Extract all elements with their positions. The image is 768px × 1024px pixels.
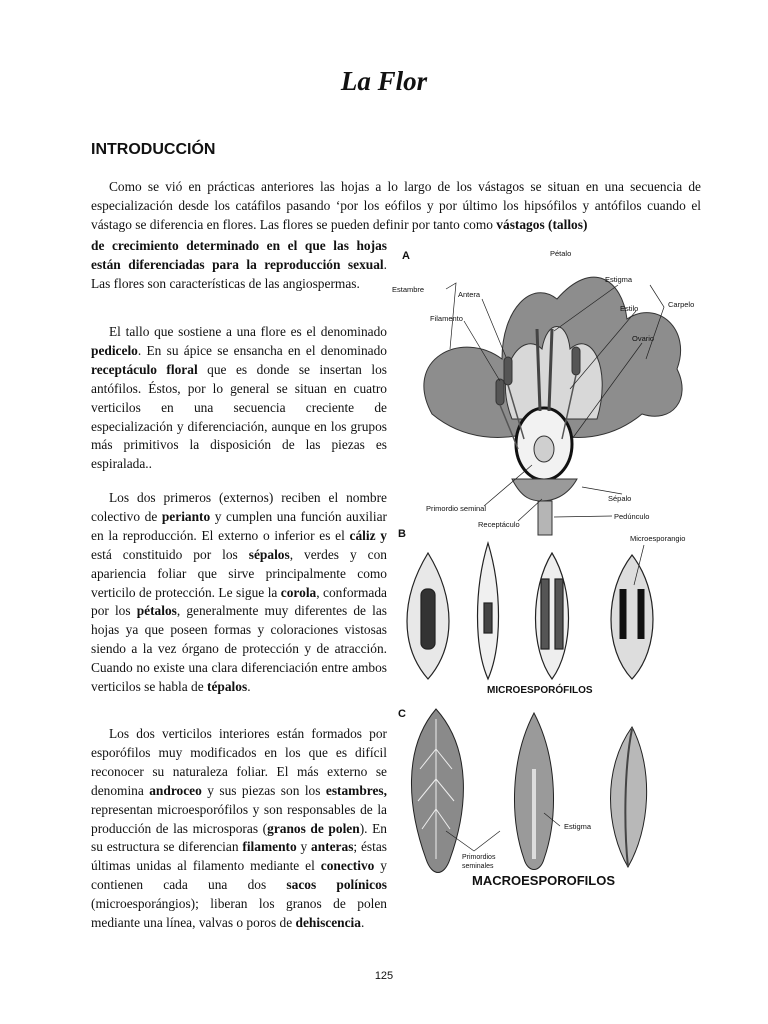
panel-b <box>398 528 685 696</box>
panel-a-letter: A <box>402 250 410 262</box>
label-filamento: Filamento <box>430 314 463 323</box>
panel-b-letter: B <box>398 528 406 540</box>
label-ovario: Ovario <box>632 334 655 343</box>
paragraph-definition: de crecimiento determinado en el que las hojas están diferenciadas para la reproducción sexual. Las flores son características de las angiospermas. <box>91 238 387 291</box>
microsporophyll-drawings <box>407 543 653 679</box>
label-petalo: Pétalo <box>550 249 572 258</box>
label-carpelo: Carpelo <box>668 300 695 309</box>
panel-a <box>392 249 694 535</box>
label-antera: Antera <box>458 290 481 299</box>
label-receptaculo: Receptáculo <box>478 520 520 529</box>
paragraph-perianto: Los dos primeros (externos) reciben el nombre colectivo de perianto y cumplen una función auxiliar en la reproducción. El externo o inferior es el cáliz y está constituido por los sépalos, verdes y con apariencia foliar que sirve principalmente como verticilo de protección. Le sigue la corola, conformada por los pétalos, generalmente muy diferentes de las hojas ya que poseen formas y coloraciones vistosas siendo a la vez órgano de protección y de atracción. Cuando no existe una clara diferenciación entre ambos verticilos se habla de tépalos. <box>91 490 387 695</box>
intro-paragraph: Como se vió en prácticas anteriores las hojas a lo largo de los vástagos se situan en una secuencia de especialización desde los catáfilos pasando ‘por los eófilos y por último los hipsófilos y antófilos cuando el vástago se diferencia en flores. Las flores se pueden definir por tanto como vástagos (tallos) <box>91 179 701 232</box>
page-number: 125 <box>374 970 394 982</box>
label-pedunculo: Pedúnculo <box>614 512 650 521</box>
label-estigma-c: Estigma <box>564 822 592 831</box>
paragraph-androceo: Los dos verticilos interiores están formados por esporófilos muy modificados en los que es difícil reconocer su naturaleza foliar. El más externo se denomina androceo y sus piezas son los estambres, representan microesporófilos y son responsables de la producción de las microsporas (granos de polen). En su estructura se diferencian filamento y anteras; éstas últimas unidas al filamento mediante el conectivo y contienen cada una dos sacos polínicos (microesporángios); liberan los granos de polen mediante una línea, valvas o poros de dehiscencia. <box>91 726 388 931</box>
paragraph-pedicelo: El tallo que sostiene a una flore es el denominado pedicelo. En su ápice se ensancha en el denominado receptáculo floral que es donde se insertan los antófilos. Éstos, por lo general se situan en cuatro verticilos en una secuencia creciente de especialización y diferenciación, aunque en los grupos más primitivos la disposición de las piezas es espiralada.. <box>91 324 387 472</box>
label-sepalo: Sépalo <box>608 494 632 503</box>
macrosporophyll-drawings <box>411 709 646 873</box>
label-estambre: Estambre <box>392 285 425 294</box>
section-heading: INTRODUCCIÓN <box>91 141 216 158</box>
label-estilo: Estilo <box>620 304 639 313</box>
label-primordios-line2: seminales <box>462 863 494 870</box>
caption-macroesporofilos: MACROESPOROFILOS <box>472 873 616 888</box>
caption-microesporofilos: MICROESPORÓFILOS <box>487 685 593 696</box>
label-estigma: Estigma <box>605 275 633 284</box>
panel-c-letter: C <box>398 708 406 720</box>
label-primordios-line1: Primordios <box>462 854 496 861</box>
label-primordio: Primordio seminal <box>426 504 487 513</box>
page-title: La Flor <box>340 66 428 96</box>
flower-figure <box>392 239 712 909</box>
panel-c <box>398 708 647 888</box>
label-microsporangio: Microesporangio <box>630 534 686 543</box>
